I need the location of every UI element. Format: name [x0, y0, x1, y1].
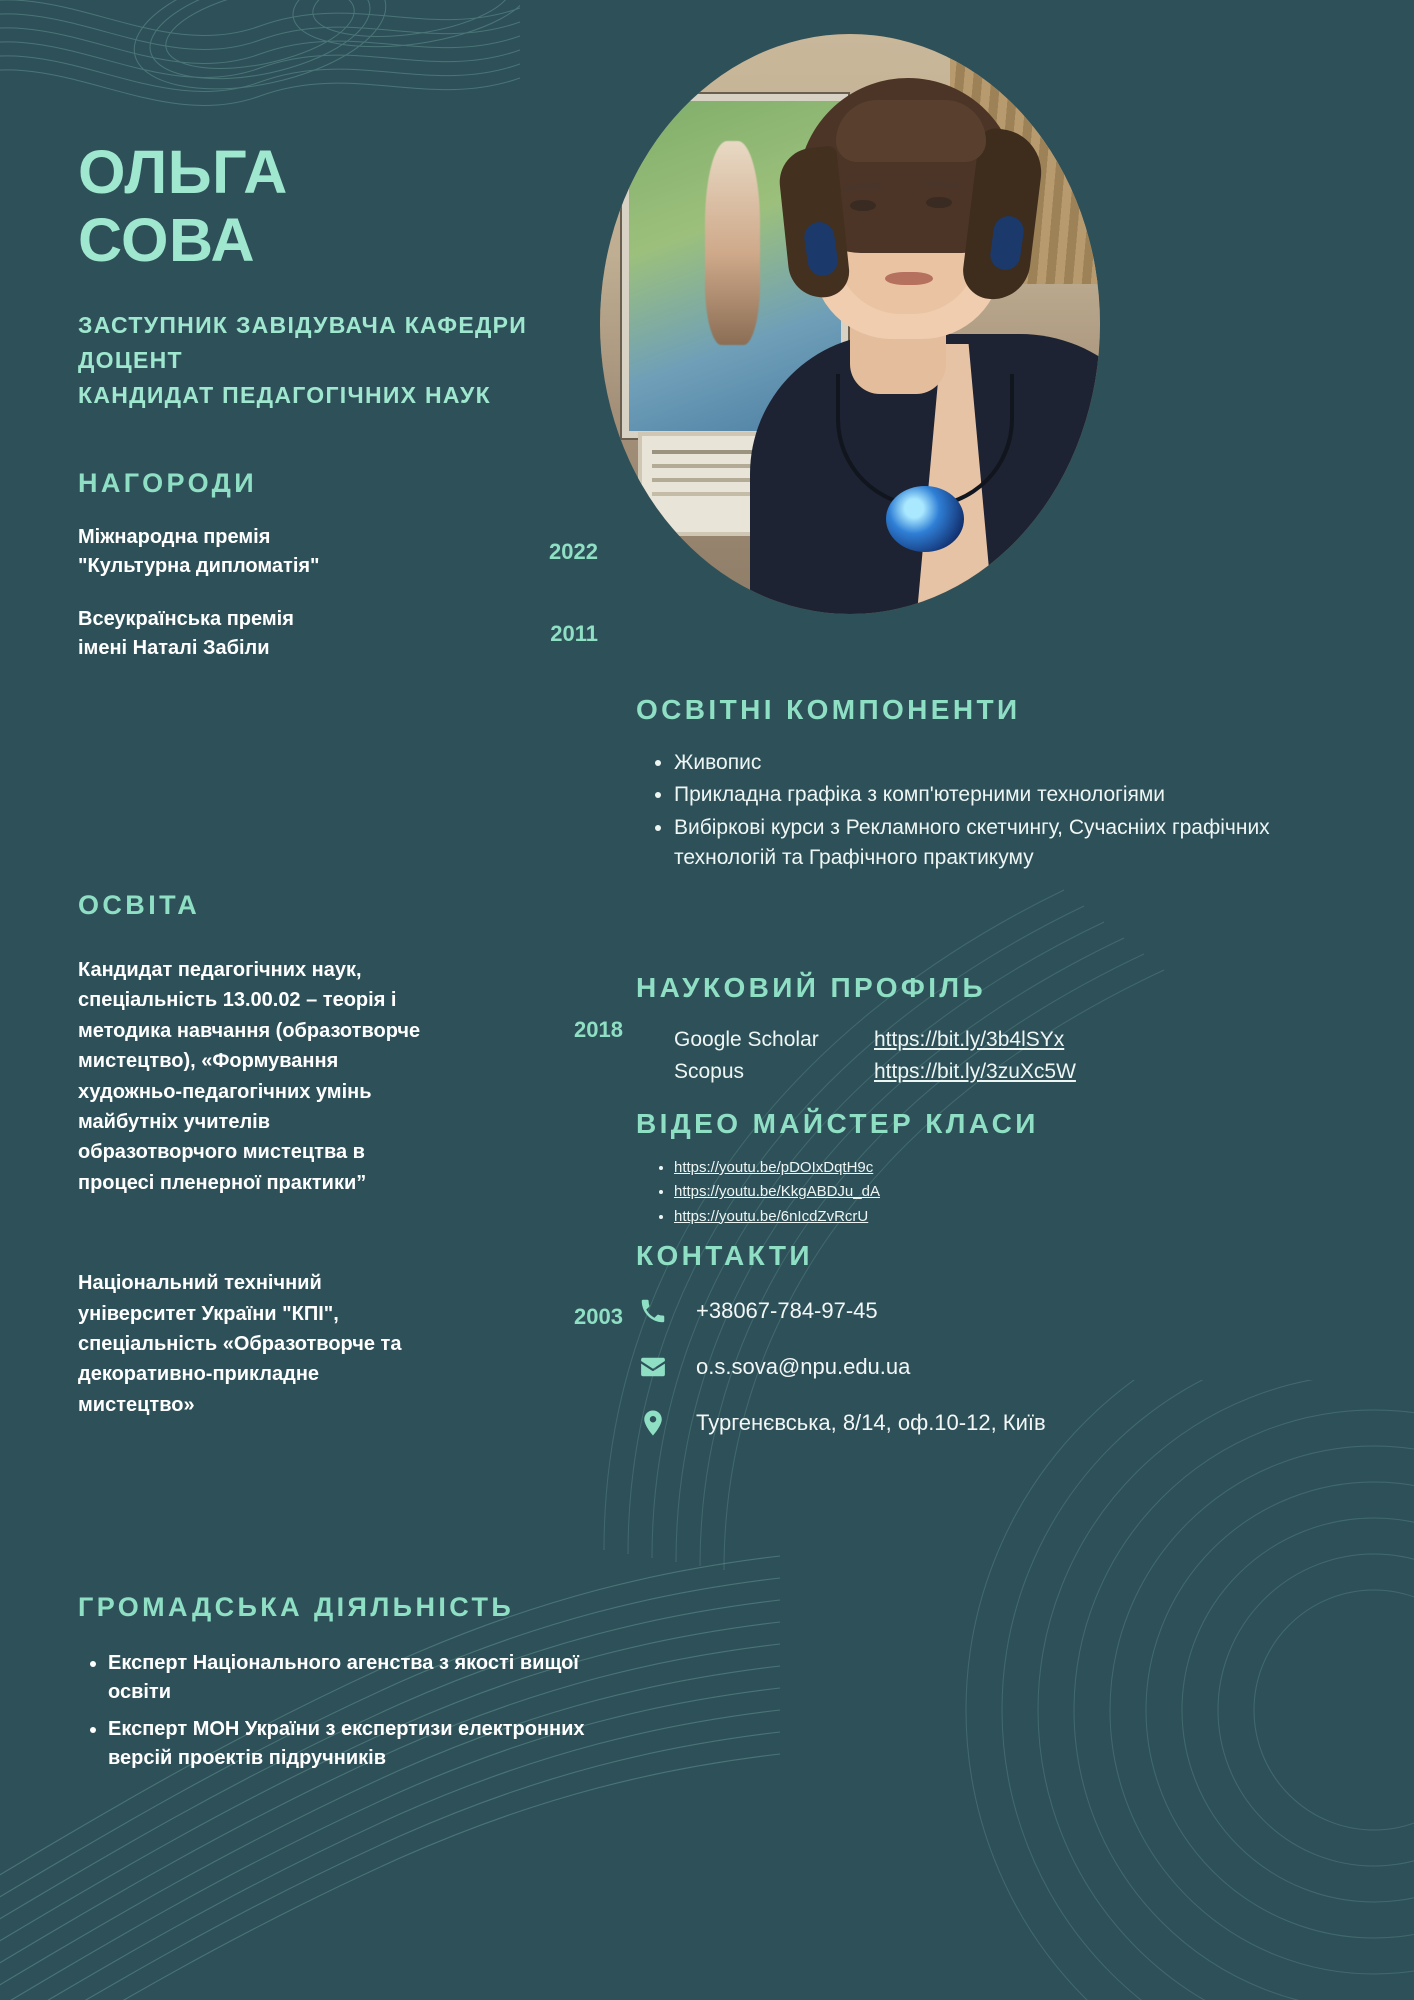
civic-activity-section: [78, 1592, 638, 1781]
contact-email-row: [636, 1350, 1336, 1384]
educational-components-list: [636, 748, 1336, 874]
award-year: 2011: [550, 621, 598, 646]
contact-phone-row: [636, 1294, 1336, 1328]
education-year: 2018: [574, 1017, 623, 1042]
last-name: СОВА: [78, 206, 256, 275]
contact-address-row: [636, 1406, 1336, 1440]
award-row: [78, 605, 598, 663]
phone-icon: [636, 1294, 670, 1328]
list-item: • Прикладна графіка з комп'ютерними технологіями: [674, 780, 1336, 810]
first-name: ОЛЬГА: [78, 138, 288, 206]
education-text: Національний технічний університет України "КПІ", спеціальність «Образотворче та декоративно-прикладне мистецтво»: [78, 1272, 402, 1416]
map-pin-icon: [636, 1406, 670, 1440]
education-heading: ОСВІТА: [78, 890, 201, 920]
list-item: [674, 1156, 1336, 1180]
person-name: [78, 138, 288, 275]
phone-value[interactable]: +38067-784-97-45: [696, 1298, 878, 1323]
list-item: • Живопис: [674, 748, 1336, 778]
education-row: [78, 955, 623, 1198]
portrait-photo: [600, 34, 1100, 614]
education-row: [78, 1268, 623, 1420]
award-row: [78, 523, 598, 581]
educational-components-section: [636, 694, 1336, 876]
video-link[interactable]: https://youtu.be/pDOIxDqtH9c: [674, 1159, 874, 1176]
educational-components-heading: ОСВІТНІ КОМПОНЕНТИ: [636, 694, 1021, 725]
award-title: Міжнародна премія "Культурна дипломатія": [78, 526, 320, 577]
scientific-profile-list: [636, 1024, 1336, 1087]
profile-link[interactable]: https://bit.ly/3zuXc5W: [874, 1059, 1076, 1083]
award-year: 2022: [549, 539, 598, 564]
role-line-3: КАНДИДАТ ПЕДАГОГІЧНИХ НАУК: [78, 381, 491, 408]
profile-label: Google Scholar: [674, 1028, 819, 1051]
video-link[interactable]: https://youtu.be/KkgABDJu_dA: [674, 1183, 880, 1201]
scientific-profile-heading: НАУКОВИЙ ПРОФІЛЬ: [636, 972, 986, 1003]
award-title: Всеукраїнська премія імені Наталі Забіли: [78, 608, 294, 659]
video-links-list: [636, 1156, 1336, 1229]
video-link[interactable]: https://youtu.be/6nIcdZvRcrU: [674, 1207, 869, 1225]
civic-activity-list: [78, 1649, 638, 1773]
list-item: • Експерт Національного агенства з якості вищої освіти: [108, 1649, 638, 1707]
role-line-2: ДОЦЕНТ: [78, 346, 183, 373]
role-line-1: ЗАСТУПНИК ЗАВІДУВАЧА КАФЕДРИ: [78, 312, 528, 338]
list-item: [674, 1056, 1336, 1088]
address-value: Тургенєвська, 8/14, оф.10-12, Київ: [696, 1410, 1046, 1435]
contacts-heading: КОНТАКТИ: [636, 1240, 813, 1271]
envelope-icon: [636, 1350, 670, 1384]
list-item: • Експерт МОН України з експертизи електронних версій проектів підручників: [108, 1715, 638, 1773]
video-master-classes-section: [636, 1108, 1336, 1229]
contacts-section: [636, 1240, 1336, 1440]
civic-activity-heading: ГРОМАДСЬКА ДІЯЛЬНІСТЬ: [78, 1592, 515, 1622]
list-item: [674, 1024, 1336, 1056]
education-year: 2003: [574, 1304, 623, 1330]
email-value[interactable]: o.s.sova@npu.edu.ua: [696, 1354, 911, 1379]
list-item: • Вибіркові курси з Рекламного скетчингу, Сучасніих графічних технологій та Графічного практикуму: [674, 813, 1336, 874]
awards-heading: НАГОРОДИ: [78, 468, 258, 498]
education-text: Кандидат педагогічних наук, спеціальність 13.00.02 – теорія і методика навчання (образотворче мистецтво), «Формування художньо-педагогічних умінь майбутніх учителів образотворчого мистецтва в процесі пленерної практики”: [78, 959, 421, 1194]
list-item: [674, 1180, 1336, 1204]
awards-section: [78, 468, 598, 663]
education-section: [78, 890, 623, 1420]
profile-link[interactable]: https://bit.ly/3b4lSYx: [874, 1028, 1065, 1051]
decorative-rings-bottom-right: [854, 1380, 1414, 2000]
video-master-classes-heading: ВІДЕО МАЙСТЕР КЛАСИ: [636, 1108, 1039, 1139]
list-item: [674, 1205, 1336, 1229]
person-roles: [78, 308, 527, 413]
scientific-profile-section: [636, 972, 1336, 1087]
profile-label: Scopus: [674, 1059, 745, 1083]
